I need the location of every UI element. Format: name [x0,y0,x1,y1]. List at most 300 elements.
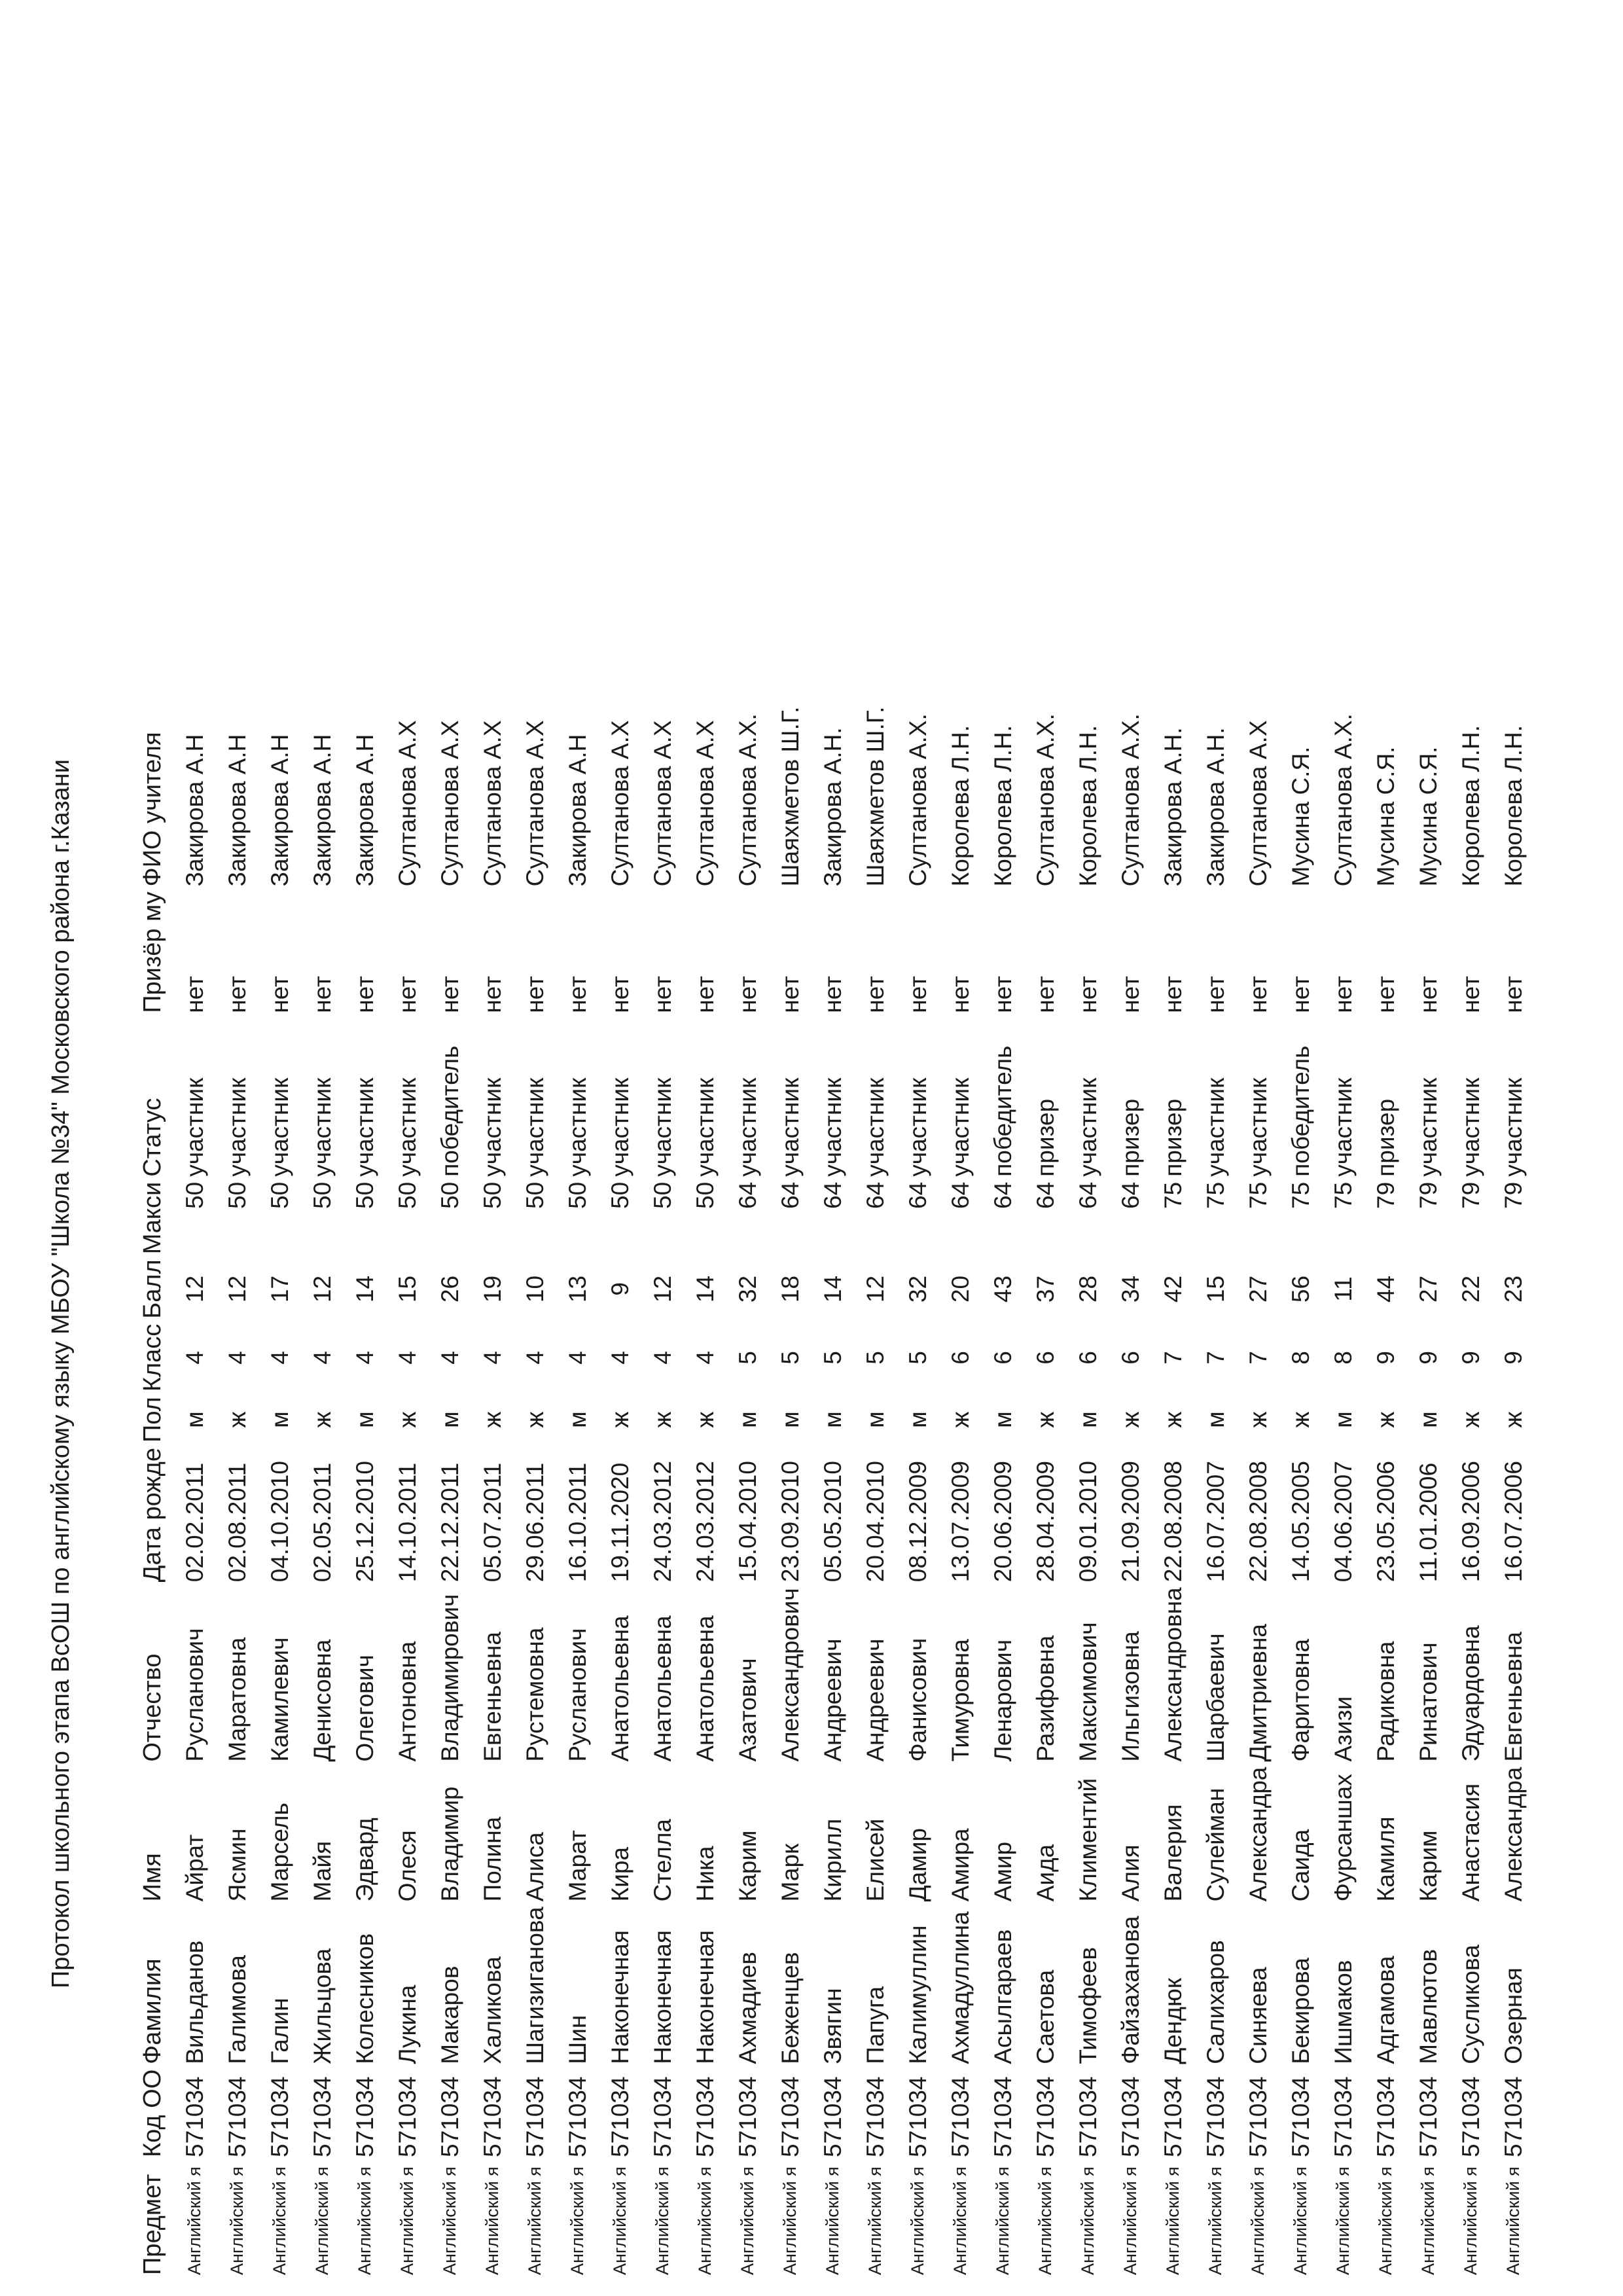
cell-class: 6 [1032,1351,1059,1365]
cell-first-name: Амир [990,1841,1016,1902]
cell-first-name: Кирилл [819,1818,846,1902]
cell-municipal-prize: нет [1415,976,1442,1013]
table-row [344,660,386,2278]
cell-score: 14 [351,1275,378,1303]
cell-subject: Английский я [567,2166,587,2275]
cell-last-name: Наконечная [607,1930,633,2064]
cell-patronymic: Ильгизовна [1117,1631,1144,1762]
cell-school-code: 571034 [1117,2076,1144,2157]
cell-sex: ж [1457,1411,1484,1428]
cell-subject: Английский я [397,2166,417,2275]
cell-subject: Английский я [1376,2166,1395,2275]
cell-last-name: Папуга [862,1986,889,2064]
cell-score: 10 [522,1275,548,1303]
cell-class: 9 [1415,1351,1442,1365]
cell-last-name: Макаров [437,1965,463,2064]
cell-status: призер [1160,1098,1186,1177]
cell-status: участник [1075,1077,1101,1177]
cell-sex: м [437,1411,463,1428]
header-birth-date: Дата рожде [138,1447,166,1583]
table-row [1450,660,1492,2278]
cell-school-code: 571034 [266,2076,293,2157]
cell-status: победитель [990,1045,1016,1177]
cell-sex: м [819,1411,846,1428]
cell-max-score: 75 [1330,1181,1357,1209]
cell-subject: Английский я [1418,2166,1438,2275]
cell-max-score: 50 [266,1181,293,1209]
table-row [1109,660,1152,2278]
cell-birth-date: 29.06.2011 [522,1462,548,1583]
cell-max-score: 79 [1415,1181,1442,1209]
cell-school-code: 571034 [522,2076,548,2157]
cell-school-code: 571034 [1330,2076,1357,2157]
cell-patronymic: Денисовна [309,1639,336,1762]
cell-sex: ж [394,1411,421,1428]
cell-subject: Английский я [1163,2166,1183,2275]
cell-first-name: Алиса [522,1832,548,1902]
cell-patronymic: Ринатович [1415,1642,1442,1762]
cell-birth-date: 05.07.2011 [479,1462,506,1583]
cell-municipal-prize: нет [522,976,548,1013]
table-row [471,660,514,2278]
cell-max-score: 79 [1372,1181,1399,1209]
cell-score: 23 [1500,1275,1527,1303]
table-row [1194,660,1237,2278]
cell-first-name: Александра [1245,1767,1272,1902]
cell-class: 9 [1372,1351,1399,1365]
table-row [854,660,897,2278]
cell-score: 27 [1415,1275,1442,1303]
cell-school-code: 571034 [309,2076,336,2157]
cell-school-code: 571034 [351,2076,378,2157]
cell-subject: Английский я [695,2166,715,2275]
cell-score: 14 [692,1275,719,1303]
cell-birth-date: 20.06.2009 [990,1461,1016,1583]
cell-patronymic: Азатович [734,1658,761,1762]
cell-max-score: 64 [947,1181,974,1209]
cell-municipal-prize: нет [1330,976,1357,1013]
cell-patronymic: Александрович [777,1588,804,1762]
cell-teacher: Султанова А.Х [479,720,506,887]
cell-municipal-prize: нет [692,976,719,1013]
cell-school-code: 571034 [904,2076,931,2157]
cell-class: 7 [1245,1351,1272,1365]
header-teacher: ФИО учителя [138,732,166,887]
table-row [429,660,471,2278]
cell-school-code: 571034 [1287,2076,1314,2157]
cell-school-code: 571034 [1457,2076,1484,2157]
cell-sex: ж [1032,1411,1059,1428]
cell-max-score: 64 [1117,1181,1144,1209]
header-score: Балл [138,1259,166,1319]
cell-score: 32 [904,1275,931,1303]
cell-patronymic: Ленарович [990,1639,1016,1762]
cell-status: участник [266,1077,293,1177]
cell-last-name: Синяева [1245,1967,1272,2064]
cell-municipal-prize: нет [1287,976,1314,1013]
cell-status: участник [522,1077,548,1177]
cell-first-name: Олеся [394,1830,421,1902]
cell-patronymic: Русланович [564,1628,591,1762]
cell-class: 4 [437,1351,463,1365]
cell-school-code: 571034 [777,2076,804,2157]
cell-school-code: 571034 [607,2076,633,2157]
cell-last-name: Шин [564,2015,591,2064]
cell-birth-date: 19.11.2020 [607,1462,633,1583]
cell-subject: Английский я [1503,2166,1523,2275]
cell-status: участник [224,1077,251,1177]
cell-municipal-prize: нет [266,976,293,1013]
cell-school-code: 571034 [649,2076,676,2157]
table-row [1024,660,1067,2278]
cell-last-name: Лукина [394,1984,421,2064]
cell-sex: ж [1500,1411,1527,1428]
cell-status: участник [181,1077,208,1177]
cell-school-code: 571034 [479,2076,506,2157]
cell-first-name: Карим [734,1830,761,1902]
table-row [514,660,556,2278]
table-row [641,660,684,2278]
cell-score: 19 [479,1275,506,1303]
cell-teacher: Закирова А.Н. [1160,727,1186,887]
cell-score: 13 [564,1275,591,1303]
cell-max-score: 50 [437,1181,463,1209]
cell-status: участник [1457,1077,1484,1177]
cell-teacher: Султанова А.Х [522,720,548,887]
cell-birth-date: 08.12.2009 [904,1461,931,1583]
cell-teacher: Султанова А.Х [437,720,463,887]
table-row [684,660,726,2278]
cell-municipal-prize: нет [777,976,804,1013]
cell-first-name: Валерия [1160,1804,1186,1902]
table-row [939,660,982,2278]
cell-patronymic: Андреевич [862,1638,889,1762]
cell-score: 9 [607,1282,633,1296]
cell-municipal-prize: нет [1500,976,1527,1013]
table-row [1067,660,1109,2278]
cell-municipal-prize: нет [351,976,378,1013]
cell-class: 6 [990,1351,1016,1365]
cell-class: 6 [947,1351,974,1365]
cell-municipal-prize: нет [1202,976,1229,1013]
cell-teacher: Султанова А.Х. [904,713,931,887]
cell-sex: ж [649,1411,676,1428]
cell-birth-date: 16.07.2006 [1500,1461,1527,1583]
cell-birth-date: 02.02.2011 [181,1462,208,1583]
cell-sex: м [990,1411,1016,1428]
cell-teacher: Королева Л.Н. [1075,725,1101,887]
cell-subject: Английский я [312,2166,332,2275]
cell-subject: Английский я [1291,2166,1310,2275]
cell-school-code: 571034 [947,2076,974,2157]
cell-max-score: 50 [309,1181,336,1209]
cell-school-code: 571034 [1160,2076,1186,2157]
cell-birth-date: 05.05.2010 [819,1461,846,1583]
header-school-code: Код ОО [138,2069,166,2157]
cell-last-name: Халикова [479,1956,506,2064]
header-sex: Пол [138,1397,166,1443]
cell-first-name: Александра [1500,1767,1527,1902]
cell-max-score: 50 [607,1181,633,1209]
cell-birth-date: 02.08.2011 [224,1462,251,1583]
cell-school-code: 571034 [1075,2076,1101,2157]
cell-class: 4 [309,1351,336,1365]
table-row [216,660,259,2278]
cell-status: участник [564,1077,591,1177]
cell-teacher: Султанова А.Х [1245,720,1272,887]
cell-birth-date: 24.03.2012 [692,1461,719,1583]
cell-first-name: Сулейман [1202,1787,1229,1902]
cell-municipal-prize: нет [1117,976,1144,1013]
cell-class: 4 [266,1351,293,1365]
table-row [173,660,216,2278]
cell-sex: ж [1245,1411,1272,1428]
cell-class: 4 [224,1351,251,1365]
cell-school-code: 571034 [1500,2076,1527,2157]
cell-school-code: 571034 [394,2076,421,2157]
cell-first-name: Марсель [266,1803,293,1902]
cell-score: 44 [1372,1275,1399,1303]
cell-patronymic: Эдуардовна [1457,1625,1484,1762]
cell-class: 9 [1457,1351,1484,1365]
cell-subject: Английский я [482,2166,502,2275]
cell-patronymic: Русланович [181,1628,208,1762]
cell-teacher: Султанова А.Х [394,720,421,887]
cell-municipal-prize: нет [479,976,506,1013]
cell-subject: Английский я [270,2166,289,2275]
cell-class: 4 [394,1351,421,1365]
cell-municipal-prize: нет [181,976,208,1013]
cell-max-score: 50 [351,1181,378,1209]
cell-last-name: Адгамова [1372,1956,1399,2064]
cell-class: 4 [181,1351,208,1365]
cell-last-name: Калимуллин [904,1925,931,2064]
cell-patronymic: Дмитриевна [1245,1624,1272,1762]
cell-school-code: 571034 [1202,2076,1229,2157]
cell-last-name: Колесников [351,1933,378,2064]
cell-last-name: Вильданов [181,1940,208,2064]
table-row [982,660,1024,2278]
cell-status: участник [1330,1077,1357,1177]
cell-teacher: Закирова А.Н [181,734,208,887]
cell-class: 5 [734,1351,761,1365]
cell-teacher: Закирова А.Н. [1202,727,1229,887]
cell-sex: ж [947,1411,974,1428]
cell-score: 12 [309,1275,336,1303]
cell-teacher: Закирова А.Н [351,734,378,887]
cell-max-score: 64 [904,1181,931,1209]
cell-sex: м [181,1411,208,1428]
cell-first-name: Климентий [1075,1778,1101,1902]
cell-patronymic: Рустемовна [522,1627,548,1762]
cell-municipal-prize: нет [224,976,251,1013]
cell-max-score: 64 [819,1181,846,1209]
cell-municipal-prize: нет [1457,976,1484,1013]
cell-sex: м [904,1411,931,1428]
cell-school-code: 571034 [862,2076,889,2157]
cell-municipal-prize: нет [1372,976,1399,1013]
table-row [556,660,599,2278]
cell-status: участник [862,1077,889,1177]
cell-first-name: Амира [947,1828,974,1902]
cell-birth-date: 20.04.2010 [862,1461,889,1583]
cell-patronymic: Радиковна [1372,1641,1399,1762]
cell-teacher: Мусина С.Я. [1287,746,1314,887]
cell-municipal-prize: нет [607,976,633,1013]
cell-municipal-prize: нет [1075,976,1101,1013]
cell-school-code: 571034 [1032,2076,1059,2157]
cell-birth-date: 24.03.2012 [649,1461,676,1583]
cell-last-name: Салихаров [1202,1940,1229,2064]
header-first-name: Имя [138,1853,166,1902]
cell-municipal-prize: нет [1160,976,1186,1013]
cell-score: 26 [437,1275,463,1303]
cell-last-name: Жильцова [309,1948,336,2064]
cell-subject: Английский я [440,2166,459,2275]
cell-teacher: Закирова А.Н [564,734,591,887]
cell-last-name: Ахмадуллина [947,1911,974,2064]
cell-class: 7 [1160,1351,1186,1365]
cell-max-score: 50 [181,1181,208,1209]
cell-municipal-prize: нет [437,976,463,1013]
table-row [301,660,344,2278]
cell-patronymic: Максимович [1075,1622,1101,1762]
cell-municipal-prize: нет [904,976,931,1013]
cell-status: призер [1032,1098,1059,1177]
cell-subject: Английский я [355,2166,374,2275]
cell-first-name: Карим [1415,1830,1442,1902]
cell-sex: ж [1287,1411,1314,1428]
cell-last-name: Ишмаков [1330,1960,1357,2064]
table-header-row [131,660,173,2278]
cell-first-name: Анастасия [1457,1783,1484,1902]
document-title: Протокол школьного этапа ВсОШ по английскому языку МБОУ "Школа №34" Московского района г.Казани [47,759,75,1988]
cell-sex: ж [692,1411,719,1428]
cell-status: победитель [437,1045,463,1177]
cell-status: призер [1117,1098,1144,1177]
cell-score: 37 [1032,1275,1059,1303]
cell-teacher: Султанова А.Х [692,720,719,887]
cell-birth-date: 23.09.2010 [777,1461,804,1583]
cell-last-name: Галимова [224,1955,251,2064]
cell-class: 8 [1287,1351,1314,1365]
cell-birth-date: 16.10.2011 [564,1462,591,1583]
table-row [1407,660,1450,2278]
cell-subject: Английский я [780,2166,800,2275]
cell-sex: м [1202,1411,1229,1428]
cell-sex: м [1075,1411,1101,1428]
cell-score: 20 [947,1275,974,1303]
cell-status: участник [947,1077,974,1177]
cell-birth-date: 16.07.2007 [1202,1461,1229,1583]
cell-school-code: 571034 [692,2076,719,2157]
cell-max-score: 75 [1160,1181,1186,1209]
cell-sex: м [266,1411,293,1428]
cell-municipal-prize: нет [862,976,889,1013]
cell-class: 4 [479,1351,506,1365]
cell-birth-date: 28.04.2009 [1032,1461,1059,1583]
cell-patronymic: Антоновна [394,1641,421,1762]
cell-patronymic: Андреевич [819,1638,846,1762]
cell-patronymic: Шарбаевич [1202,1633,1229,1762]
cell-last-name: Дендюк [1160,1978,1186,2064]
cell-subject: Английский я [993,2166,1012,2275]
cell-first-name: Саида [1287,1829,1314,1902]
cell-max-score: 75 [1245,1181,1272,1209]
cell-sex: м [777,1411,804,1428]
cell-max-score: 64 [862,1181,889,1209]
cell-sex: м [862,1411,889,1428]
cell-max-score: 79 [1500,1181,1527,1209]
cell-teacher: Закирова А.Н [224,734,251,887]
cell-patronymic: Камилевич [266,1637,293,1762]
cell-score: 32 [734,1275,761,1303]
cell-school-code: 571034 [990,2076,1016,2157]
cell-max-score: 75 [1202,1181,1229,1209]
cell-last-name: Наконечная [649,1930,676,2064]
cell-score: 17 [266,1275,293,1303]
cell-sex: ж [1117,1411,1144,1428]
cell-status: участник [692,1077,719,1177]
cell-school-code: 571034 [1415,2076,1442,2157]
cell-patronymic: Олегович [351,1655,378,1762]
cell-max-score: 64 [1032,1181,1059,1209]
cell-teacher: Закирова А.Н. [819,727,846,887]
cell-last-name: Озерная [1500,1967,1527,2064]
cell-class: 5 [819,1351,846,1365]
cell-subject: Английский я [908,2166,927,2275]
cell-class: 6 [1117,1351,1144,1365]
cell-max-score: 79 [1457,1181,1484,1209]
cell-municipal-prize: нет [1032,976,1059,1013]
cell-subject: Английский я [1120,2166,1140,2275]
cell-status: участник [479,1077,506,1177]
cell-teacher: Шаяхметов Ш.Г. [862,706,889,887]
cell-birth-date: 22.12.2011 [437,1462,463,1583]
cell-birth-date: 04.06.2007 [1330,1461,1357,1583]
cell-municipal-prize: нет [1245,976,1272,1013]
cell-school-code: 571034 [437,2076,463,2157]
cell-score: 15 [1202,1275,1229,1303]
cell-sex: ж [309,1411,336,1428]
cell-first-name: Камиля [1372,1816,1399,1902]
cell-class: 7 [1202,1351,1229,1365]
table-row [1364,660,1407,2278]
cell-subject: Английский я [1248,2166,1268,2275]
cell-score: 15 [394,1275,421,1303]
cell-subject: Английский я [610,2166,630,2275]
cell-teacher: Королева Л.Н. [1500,725,1527,887]
cell-first-name: Марат [564,1830,591,1902]
cell-first-name: Елисей [862,1818,889,1902]
cell-first-name: Владимир [437,1786,463,1902]
cell-max-score: 50 [522,1181,548,1209]
cell-max-score: 50 [479,1181,506,1209]
cell-birth-date: 25.12.2010 [351,1461,378,1583]
cell-status: призер [1372,1098,1399,1177]
cell-sex: м [564,1411,591,1428]
results-table [131,660,1535,2278]
cell-subject: Английский я [950,2166,970,2275]
cell-max-score: 75 [1287,1181,1314,1209]
cell-status: участник [649,1077,676,1177]
cell-last-name: Сусликова [1457,1945,1484,2064]
table-body [173,660,1535,2278]
cell-teacher: Султанова А.Х. [1032,713,1059,887]
cell-class: 4 [692,1351,719,1365]
table-row [259,660,301,2278]
cell-first-name: Аида [1032,1844,1059,1902]
